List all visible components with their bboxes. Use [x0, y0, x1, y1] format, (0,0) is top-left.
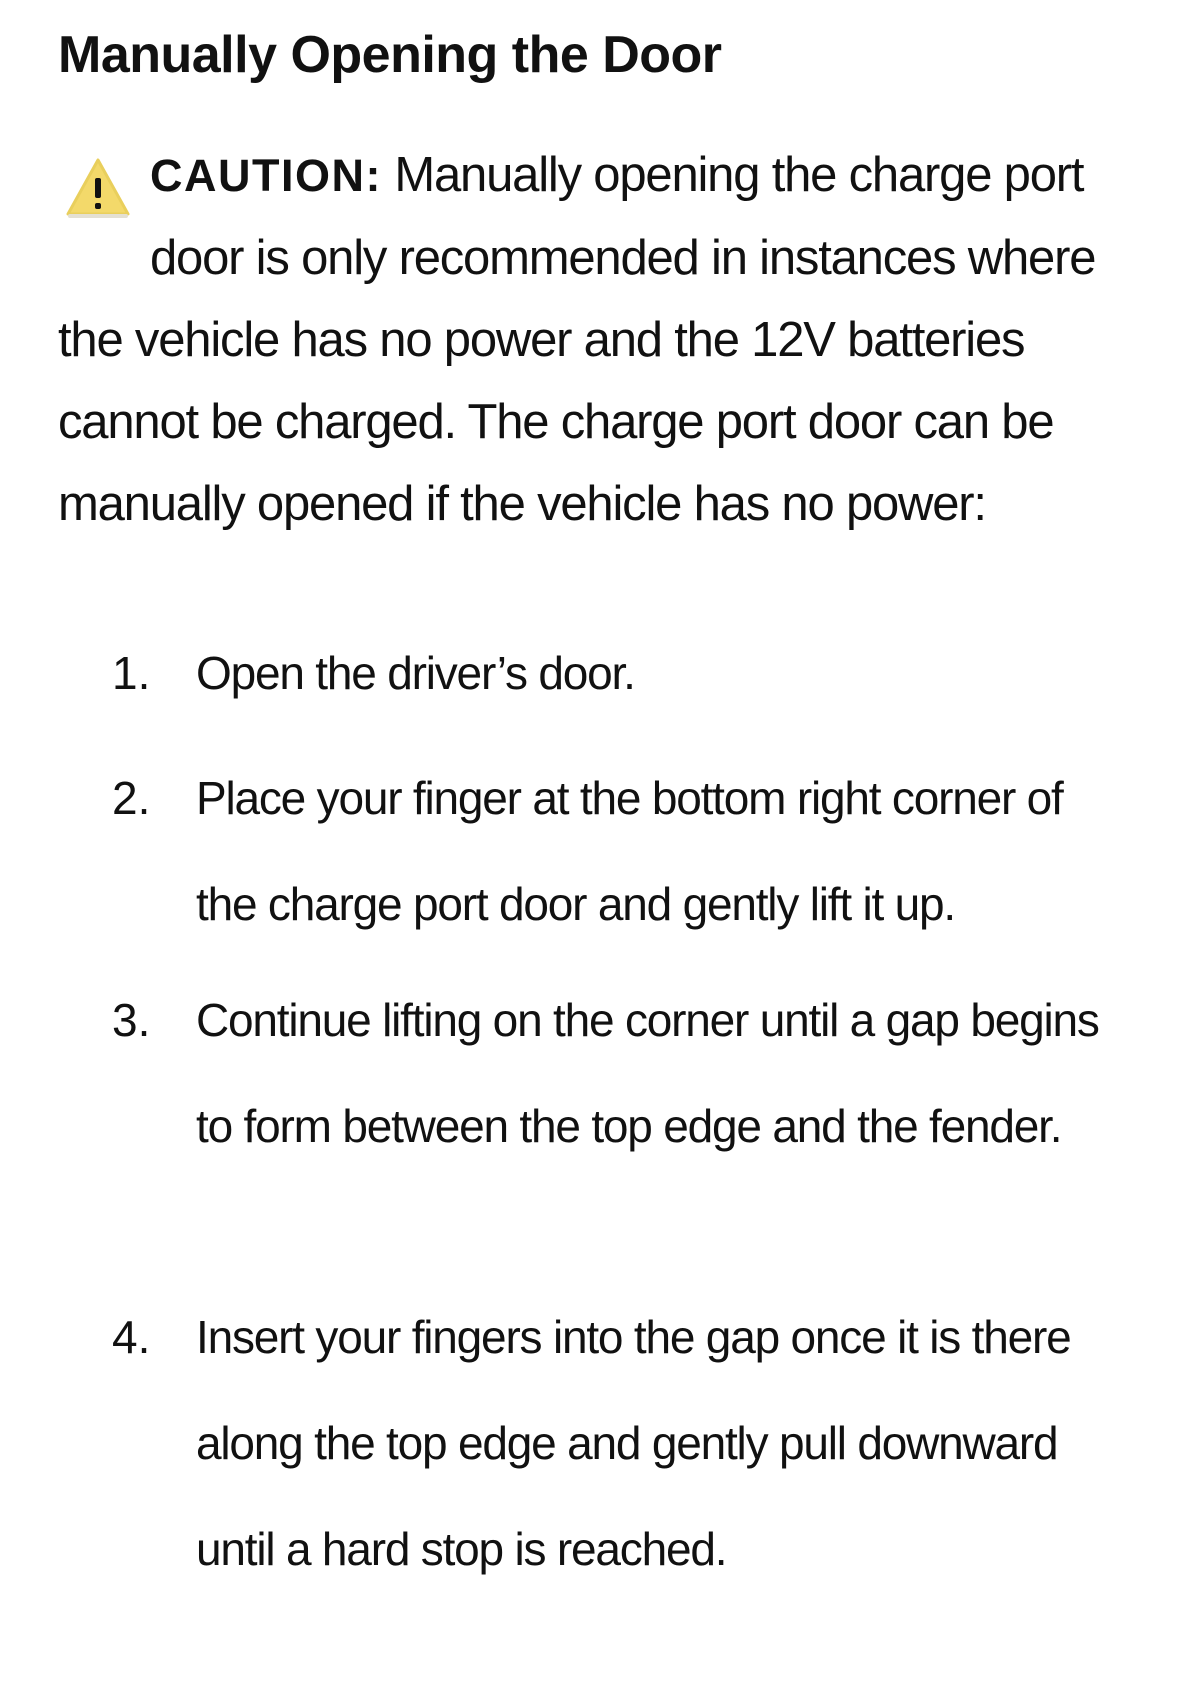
- step-number: 2.: [112, 772, 151, 824]
- caution-label: CAUTION:: [150, 150, 382, 201]
- step-number: 4.: [112, 1311, 151, 1363]
- caution-text: Manually opening the charge port door is only recommended in instances where the vehicle has no power and the 12V batteries cannot be charged. The charge port door can be manually opened if the vehicle has no power:: [58, 148, 1096, 531]
- step-number: 3.: [112, 994, 151, 1046]
- step-text: Continue lifting on the corner until a gap begins to form between the top edge and the fender.: [196, 994, 1099, 1152]
- step-number: 1.: [112, 647, 151, 699]
- warning-triangle-icon: [64, 154, 132, 220]
- step-text: Open the driver’s door.: [196, 647, 635, 699]
- step-text: Insert your fingers into the gap once it is there along the top edge and gently pull downward until a hard stop is reached.: [196, 1311, 1071, 1575]
- step-text: Place your finger at the bottom right corner of the charge port door and gently lift it up.: [196, 772, 1063, 930]
- caution-paragraph: [58, 134, 1128, 545]
- section-heading: Manually Opening the Door: [58, 26, 722, 84]
